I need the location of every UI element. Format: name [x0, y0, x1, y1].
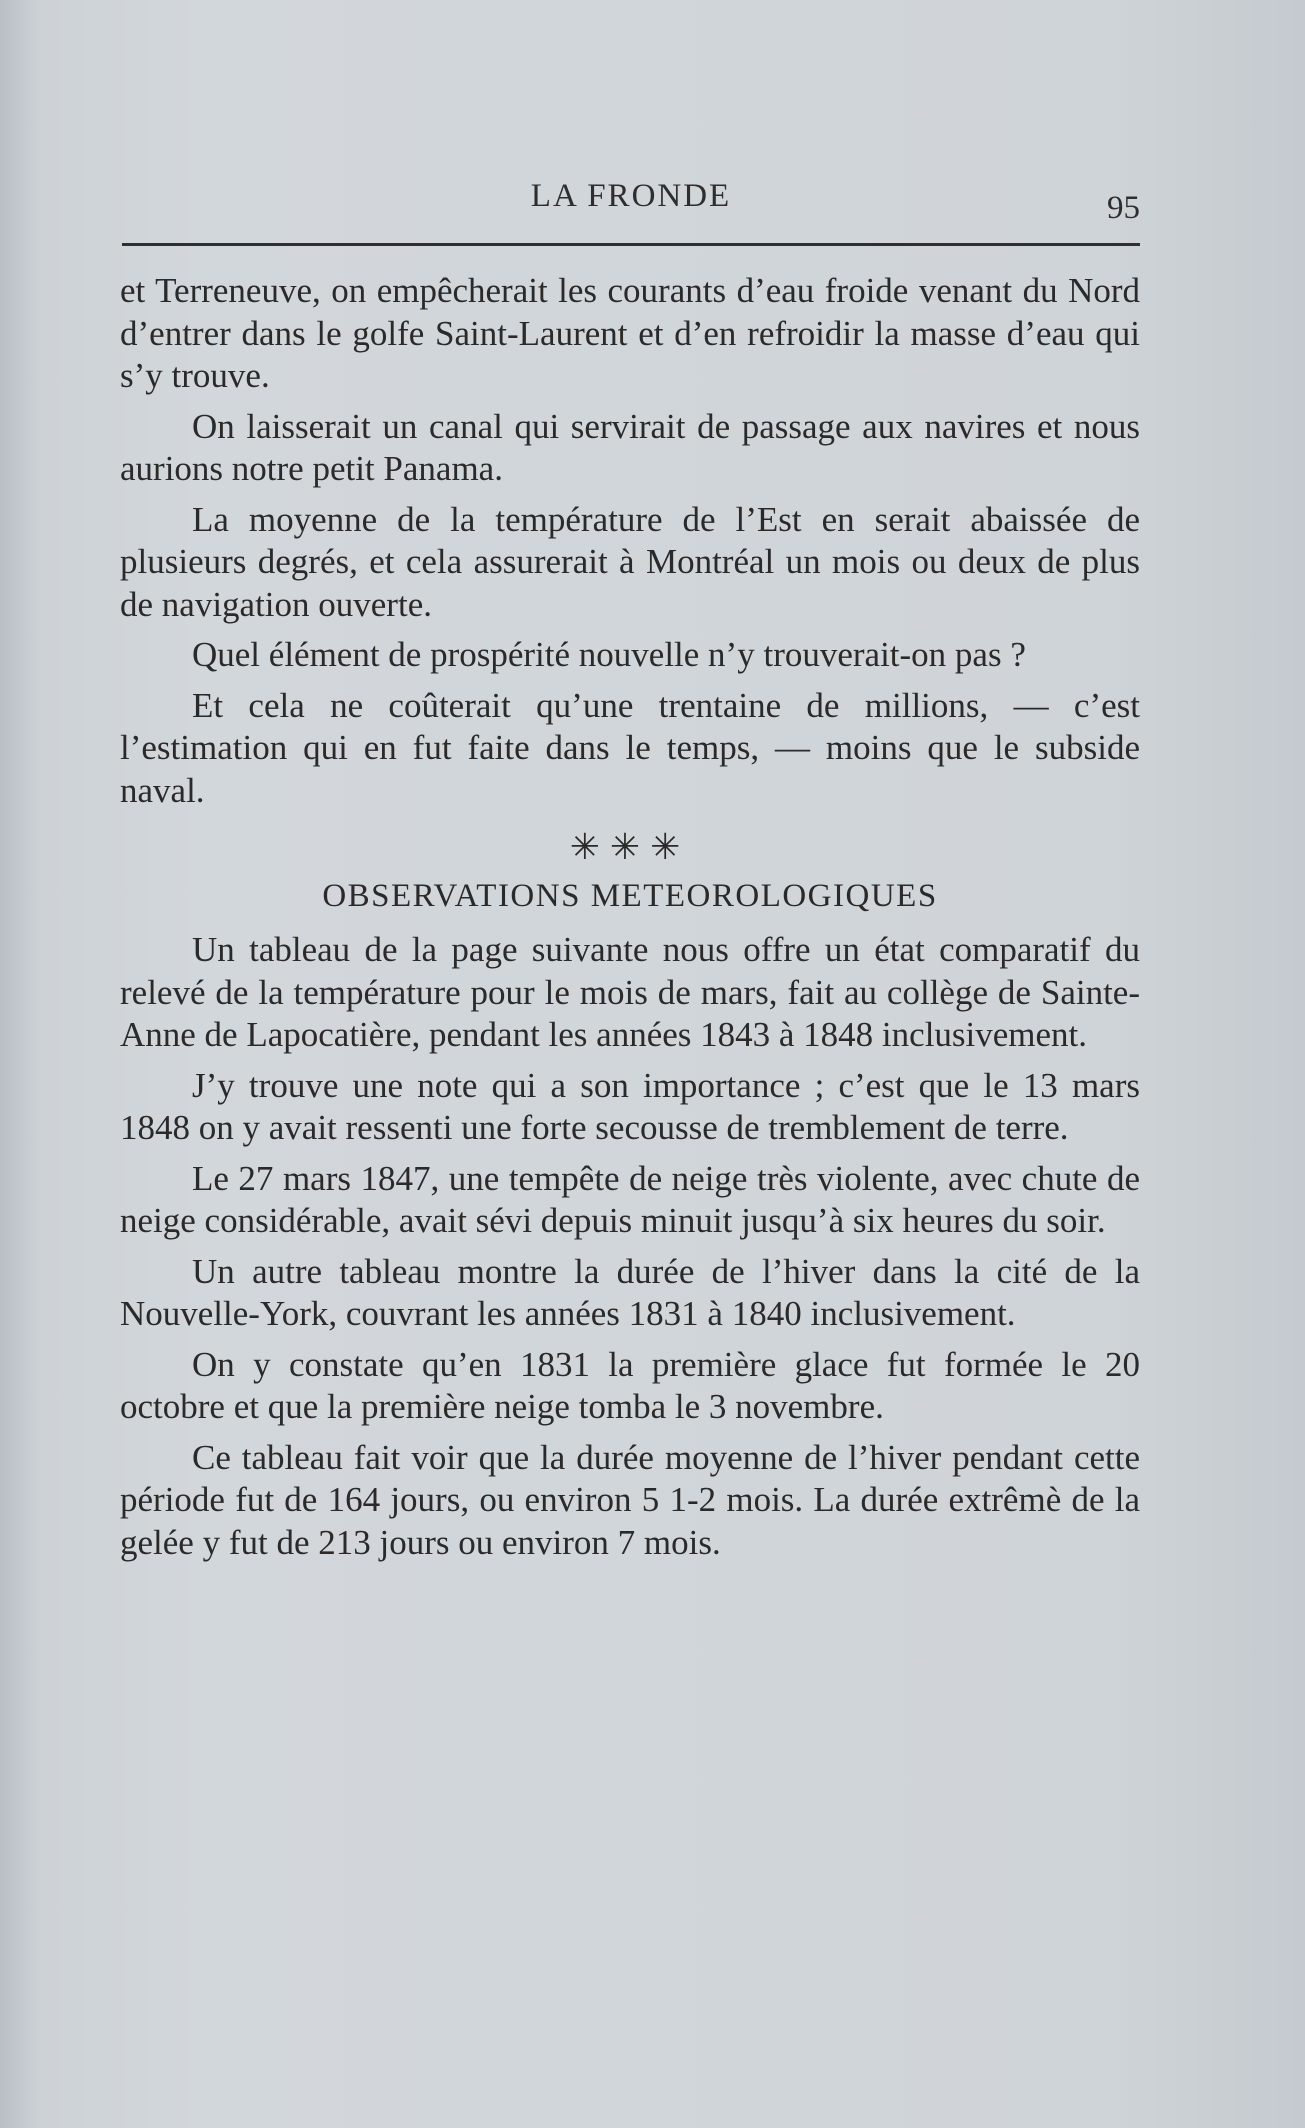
page-number: 95 — [1107, 190, 1140, 226]
section-heading: OBSERVATIONS METEOROLOGIQUES — [322, 877, 938, 914]
running-head — [122, 178, 1140, 228]
section-separator-stars: ✳✳✳ — [569, 827, 691, 867]
running-title: LA FRONDE — [530, 178, 732, 214]
paragraph: J’y trouve une note qui a son importance ; c’est que le 13 mars 1848 on y avait ressenti une forte secousse de tremblement de terre. — [120, 1065, 1140, 1147]
paragraph: Ce tableau fait voir que la durée moyenne de l’hiver pendant cette période fut de 164 jours, ou environ 5 1-2 mois. La durée extrêmè de la gelée y fut de 213 jours ou environ 7 mois. — [120, 1437, 1140, 1562]
paragraph: On laisserait un canal qui servirait de passage aux navires et nous aurions notre petit Panama. — [120, 406, 1140, 488]
paragraph: Un autre tableau montre la durée de l’hiver dans la cité de la Nouvelle-York, couvrant les années 1831 à 1840 inclusivement. — [120, 1251, 1140, 1333]
paragraph: Et cela ne coûterait qu’une trentaine de millions, — c’est l’estimation qui en fut faite dans le temps, — moins que le subside naval. — [120, 685, 1140, 810]
paragraph: La moyenne de la température de l’Est en serait abaissée de plusieurs degrés, et cela assurerait à Montréal un mois ou deux de plus de navigation ouverte. — [120, 499, 1140, 624]
paragraph: et Terreneuve, on empêcherait les courants d’eau froide venant du Nord d’entrer dans le golfe Saint-Laurent et d’en refroidir la masse d’eau qui s’y trouve. — [120, 271, 1140, 395]
paragraph: Un tableau de la page suivante nous offre un état comparatif du relevé de la température pour le mois de mars, fait au collège de Sainte-Anne de Lapocatière, pendant les années 1843 à 1848 inclusivement. — [120, 930, 1140, 1054]
paragraph: On y constate qu’en 1831 la première glace fut formée le 20 octobre et que la première neige tomba le 3 novembre. — [120, 1344, 1140, 1426]
paragraph: Le 27 mars 1847, une tempête de neige très violente, avec chute de neige considérable, avait sévi depuis minuit jusqu’à six heures du soir. — [120, 1158, 1140, 1240]
body-text — [120, 270, 1140, 1572]
paragraph: Quel élément de prospérité nouvelle n’y trouverait-on pas ? — [192, 635, 1026, 674]
header-rule — [122, 243, 1140, 246]
